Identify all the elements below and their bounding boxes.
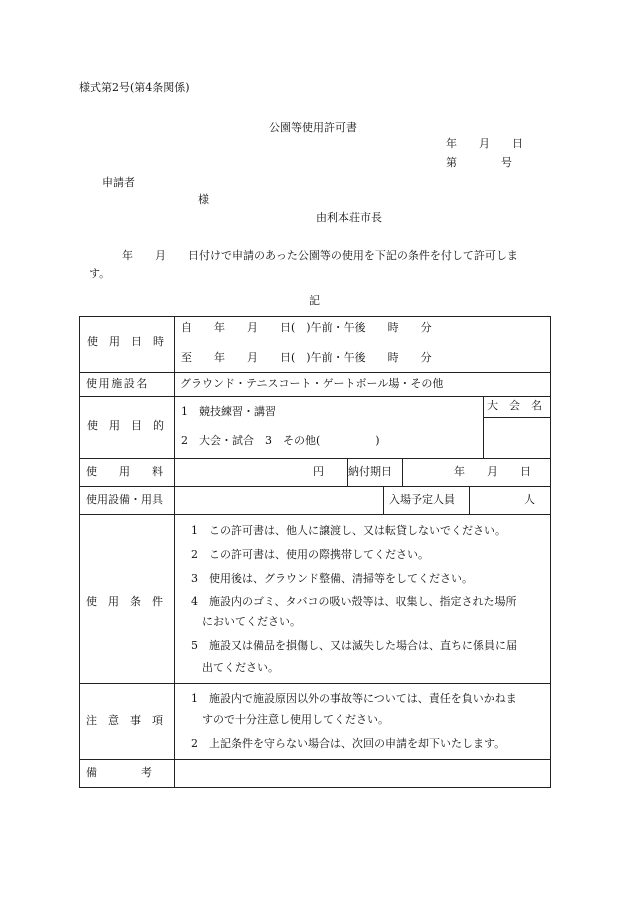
- applicant-label: 申請者: [102, 176, 135, 189]
- meeting-name-column-divider: [483, 396, 484, 458]
- note-item: 2 上記条件を守らない場合は、次回の申請を却下いたします。: [191, 737, 506, 750]
- row-divider: [80, 683, 550, 684]
- date-label: 使 用 日 時: [87, 335, 164, 348]
- meeting-name-divider: [483, 417, 550, 418]
- people-unit: 人: [524, 493, 535, 506]
- facility-value: グラウンド・テニスコート・ゲートボール場・その他: [180, 377, 444, 390]
- row-divider: [80, 759, 550, 760]
- condition-item: 5 施設又は備品を損傷し、又は滅失した場合は、直ちに係員に届: [191, 639, 517, 652]
- permission-statement-line1: 年 月 日付けで申請のあった公園等の使用を下記の条件を付して許可しま: [100, 249, 518, 262]
- applicant-honorific: 様: [198, 193, 209, 206]
- remarks-label: 備 考: [86, 766, 152, 779]
- note-item: 1 施設内で施設原因以外の事故等については、責任を負いかねま: [191, 692, 517, 705]
- condition-item: 出てください。: [191, 661, 279, 674]
- form-number: 様式第2号(第4条関係): [79, 81, 190, 94]
- fee-column-divider: [402, 458, 403, 486]
- equipment-label: 使用設備・用具: [86, 493, 163, 506]
- issue-date-line: 年 月 日: [446, 137, 523, 150]
- payment-date: 年 月 日: [454, 465, 531, 478]
- note-item: すので十分注意し使用してください。: [191, 713, 389, 726]
- row-divider: [80, 396, 550, 397]
- facility-label: 使用施設名: [86, 377, 149, 390]
- equipment-column-divider: [383, 486, 384, 514]
- label-column-divider: [174, 317, 175, 787]
- ki-heading: 記: [309, 294, 320, 307]
- condition-item: においてください。: [191, 615, 301, 628]
- row-divider: [80, 372, 550, 373]
- conditions-label: 使 用 条 件: [86, 595, 163, 608]
- issuer-name: 由利本荘市長: [316, 211, 382, 224]
- condition-item: 1 この許可書は、他人に譲渡し、又は転貸しないでください。: [191, 524, 506, 537]
- fee-yen-unit: 円: [313, 465, 324, 478]
- row-divider: [80, 486, 550, 487]
- condition-item: 2 この許可書は、使用の際携帯してください。: [191, 548, 429, 561]
- notes-label: 注 意 事 項: [86, 714, 163, 727]
- purpose-label: 使 用 目 的: [87, 419, 164, 432]
- document-number-line: 第 号: [446, 156, 512, 169]
- fee-label: 使 用 料: [86, 465, 163, 478]
- row-divider: [80, 514, 550, 515]
- purpose-option-1: 1 競技練習・講習: [181, 405, 276, 418]
- to-datetime-line: 至 年 月 日( )午前・午後 時 分: [181, 351, 432, 364]
- row-divider: [80, 458, 550, 459]
- from-datetime-line: 自 年 月 日( )午前・午後 時 分: [181, 321, 432, 334]
- equipment-column-divider: [469, 486, 470, 514]
- expected-people-label: 入場予定人員: [389, 493, 455, 506]
- condition-item: 3 使用後は、グラウンド整備、清掃等をしてください。: [191, 572, 473, 585]
- document-title: 公園等使用許可書: [269, 121, 357, 134]
- payment-deadline-label: 納付期日: [348, 465, 392, 478]
- purpose-option-2: 2 大会・試合 3 その他( ): [181, 434, 380, 447]
- permission-statement-line2: す。: [89, 267, 111, 280]
- condition-item: 4 施設内のゴミ、タバコの吸い殻等は、収集し、指定された場所: [191, 595, 517, 608]
- meeting-name-label: 大 会 名: [487, 399, 542, 412]
